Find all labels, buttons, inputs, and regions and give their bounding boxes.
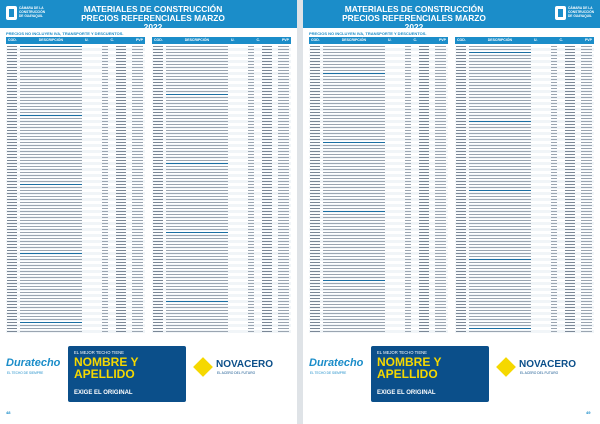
col-desc: DESCRIPCIÓN — [184, 38, 210, 42]
banner-line-1: EL MEJOR TECHO TIENE — [377, 350, 427, 355]
ad-banner — [371, 346, 489, 402]
col-u: U. — [534, 38, 538, 42]
col-desc: DESCRIPCIÓN — [341, 38, 367, 42]
col-c: C. — [559, 38, 563, 42]
partner-logo — [499, 358, 594, 382]
column-header — [455, 37, 594, 44]
col-pvp: PVP — [438, 38, 446, 42]
price-note: PRECIOS NO INCLUYEN IVA, TRANSPORTE Y DESCUENTOS. — [309, 31, 427, 36]
chamber-logo-icon — [555, 6, 566, 20]
col-u: U. — [85, 38, 89, 42]
brand-tagline: EL TECHO DE SIEMPRE — [7, 371, 44, 375]
partner-name: NOVACERO — [519, 359, 577, 370]
table-row — [6, 330, 145, 333]
brand-name: Duratecho — [6, 357, 61, 369]
col-desc: DESCRIPCIÓN — [38, 38, 64, 42]
col-pvp: PVP — [281, 38, 289, 42]
page-number: 49 — [586, 410, 591, 415]
page-right — [303, 0, 600, 424]
price-column — [309, 37, 448, 337]
banner-line-2: NOMBRE Y APELLIDO — [377, 355, 442, 381]
col-cod: COD. — [457, 38, 466, 42]
col-cod: COD. — [311, 38, 320, 42]
chamber-logo-icon — [6, 6, 17, 20]
col-c: C. — [413, 38, 417, 42]
chamber-logo — [6, 3, 46, 25]
page-title: MATERIALES DE CONSTRUCCIÓN PRECIOS REFERENCIALES MARZO 2022 — [342, 4, 486, 32]
chamber-logo — [555, 3, 595, 25]
col-cod: COD. — [8, 38, 17, 42]
price-rows — [152, 45, 291, 337]
price-rows — [309, 45, 448, 337]
table-row — [455, 330, 594, 333]
advertisement — [303, 340, 600, 424]
banner-line-3: EXIGE EL ORIGINAL — [74, 390, 133, 396]
partner-tagline: EL ACERO DEL FUTURO — [520, 371, 559, 375]
banner-line-1: EL MEJOR TECHO TIENE — [74, 350, 124, 355]
col-u: U. — [231, 38, 235, 42]
col-desc: DESCRIPCIÓN — [487, 38, 513, 42]
price-rows — [6, 45, 145, 337]
page-header — [0, 0, 297, 32]
ad-banner — [68, 346, 186, 402]
chamber-logo-text: CÁMARA DE LA CONSTRUCCIÓN DE GUAYAQUIL — [19, 6, 46, 18]
col-c: C. — [110, 38, 114, 42]
col-pvp: PVP — [584, 38, 592, 42]
partner-logo — [196, 358, 291, 382]
col-c: C. — [256, 38, 260, 42]
page-left — [0, 0, 297, 424]
page-header — [303, 0, 600, 32]
col-pvp: PVP — [135, 38, 143, 42]
price-column — [6, 37, 145, 337]
chamber-logo-text: CÁMARA DE LA CONSTRUCCIÓN DE GUAYAQUIL — [568, 6, 595, 18]
brand-tagline: EL TECHO DE SIEMPRE — [310, 371, 347, 375]
column-header — [152, 37, 291, 44]
table-row — [152, 330, 291, 333]
banner-line-2: NOMBRE Y APELLIDO — [74, 355, 139, 381]
price-rows — [455, 45, 594, 337]
column-header — [6, 37, 145, 44]
partner-name: NOVACERO — [216, 359, 274, 370]
page-title: MATERIALES DE CONSTRUCCIÓN PRECIOS REFERENCIALES MARZO 2022 — [81, 4, 225, 32]
column-header — [309, 37, 448, 44]
partner-tagline: EL ACERO DEL FUTURO — [217, 371, 256, 375]
price-column — [152, 37, 291, 337]
partner-logo-icon — [496, 357, 516, 377]
price-column — [455, 37, 594, 337]
col-u: U. — [388, 38, 392, 42]
col-cod: COD. — [154, 38, 163, 42]
price-note: PRECIOS NO INCLUYEN IVA, TRANSPORTE Y DESCUENTOS. — [6, 31, 124, 36]
partner-logo-icon — [193, 357, 213, 377]
advertisement — [0, 340, 297, 424]
table-row — [309, 330, 448, 333]
page-number: 48 — [6, 410, 11, 415]
banner-line-3: EXIGE EL ORIGINAL — [377, 390, 436, 396]
brand-name: Duratecho — [309, 357, 364, 369]
